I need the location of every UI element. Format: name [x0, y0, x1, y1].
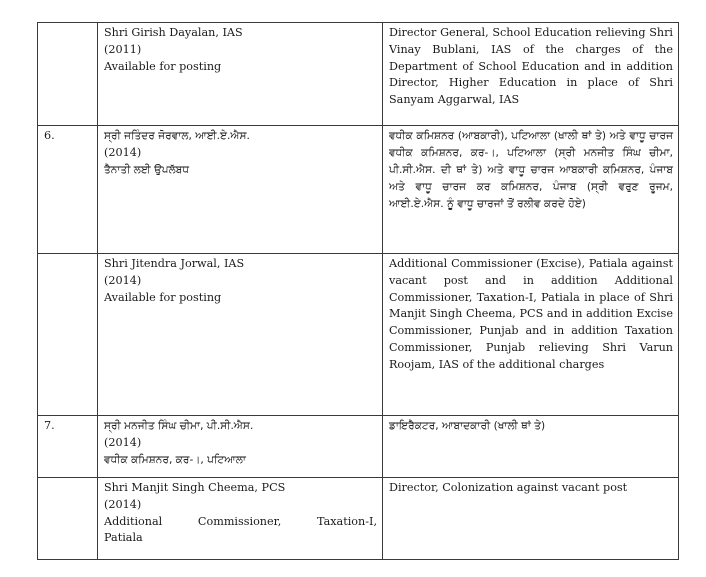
posting-cell: Additional Commissioner (Excise), Patiala against vacant post and in addition Additional Commissioner, Taxation-I, Patiala in place of Shri Manjit Singh Cheema, PCS and in addition Excise Commissioner, Punjab and in addition Taxation Commissioner, Punjab relieving Shri Varun Roojam, IAS of the additional charges — [383, 254, 679, 416]
posting-cell: Director General, School Education relieving Shri Vinay Bublani, IAS of the charges of the Department of School Education and in addition Director, Higher Education in place of Shri Sanyam Aggarwal, IAS — [383, 23, 679, 126]
officer-batch-year: (2014) — [104, 436, 142, 449]
officer-current-status: ਵਧੀਕ ਕਮਿਸ਼ਨਰ, ਕਰ-।, ਪਟਿਆਲਾ — [104, 453, 246, 466]
officer-current-status: Available for posting — [104, 290, 222, 304]
officer-current-status: Available for posting — [104, 59, 222, 73]
officer-batch-year: (2014) — [104, 273, 142, 287]
officer-cell — [98, 416, 383, 478]
posting-orders-table — [37, 22, 679, 560]
status-word: Additional — [104, 514, 163, 528]
table-row — [38, 23, 679, 126]
officer-batch-year: (2014) — [104, 146, 142, 159]
officer-name: Shri Jitendra Jorwal, IAS — [104, 257, 245, 270]
serial-number-cell — [38, 478, 98, 560]
officer-current-status: ਤੈਨਾਤੀ ਲਈ ਉਪਲੱਬਧ — [104, 163, 190, 176]
officer-name: Shri Manjit Singh Cheema, PCS — [104, 481, 286, 494]
officer-current-status — [104, 514, 377, 531]
officer-cell — [98, 23, 383, 126]
officer-cell — [98, 254, 383, 416]
posting-cell: Director, Colonization against vacant post — [383, 478, 679, 560]
officer-name: Shri Girish Dayalan, IAS — [104, 26, 243, 39]
table-row — [38, 254, 679, 416]
officer-batch-year: (2011) — [104, 42, 142, 56]
officer-cell — [98, 478, 383, 560]
table-row — [38, 416, 679, 478]
serial-number-cell — [38, 23, 98, 126]
officer-name: ਸ੍ਰੀ ਜਤਿੰਦਰ ਜੋਰਵਾਲ, ਆਈ.ਏ.ਐਸ. — [104, 130, 250, 142]
status-word: Taxation-I, — [316, 514, 377, 528]
officer-cell — [98, 126, 383, 254]
serial-number-cell — [38, 254, 98, 416]
posting-cell: ਵਧੀਕ ਕਮਿਸ਼ਨਰ (ਆਬਕਾਰੀ), ਪਟਿਆਲਾ (ਖਾਲੀ ਥਾਂ ਤੇ) ਅਤੇ ਵਾਧੂ ਚਾਰਜ ਵਧੀਕ ਕਮਿਸ਼ਨਰ, ਕਰ-।, ਪਟਿਆਲਾ (ਸ੍ਰੀ ਮਨਜੀਤ ਸਿੰਘ ਚੀਮਾ, ਪੀ.ਸੀ.ਐਸ. ਦੀ ਥਾਂ ਤੇ) ਅਤੇ ਵਾਧੂ ਚਾਰਜ ਆਬਕਾਰੀ ਕਮਿਸ਼ਨਰ, ਪੰਜਾਬ ਅਤੇ ਵਾਧੂ ਚਾਰਜ ਕਰ ਕਮਿਸ਼ਨਰ, ਪੰਜਾਬ (ਸ੍ਰੀ ਵਰੁਣ ਰੂਜਮ, ਆਈ.ਏ.ਐਸ. ਨੂੰ ਵਾਧੂ ਚਾਰਜਾਂ ਤੋਂ ਰਲੀਵ ਕਰਦੇ ਹੋਏ) — [383, 126, 679, 254]
officer-current-status-line2: Patiala — [104, 531, 143, 545]
officer-name: ਸ੍ਰੀ ਮਨਜੀਤ ਸਿੰਘ ਚੀਮਾ, ਪੀ.ਸੀ.ਐਸ. — [104, 420, 254, 432]
officer-batch-year: (2014) — [104, 497, 142, 511]
status-word: Commissioner, — [197, 514, 282, 528]
table-row — [38, 478, 679, 560]
serial-number-cell: 6. — [38, 126, 98, 254]
table-row — [38, 126, 679, 254]
posting-cell: ਡਾਇਰੈਕਟਰ, ਆਬਾਦਕਾਰੀ (ਖਾਲੀ ਥਾਂ ਤੇ) — [383, 416, 679, 478]
serial-number-cell: 7. — [38, 416, 98, 478]
